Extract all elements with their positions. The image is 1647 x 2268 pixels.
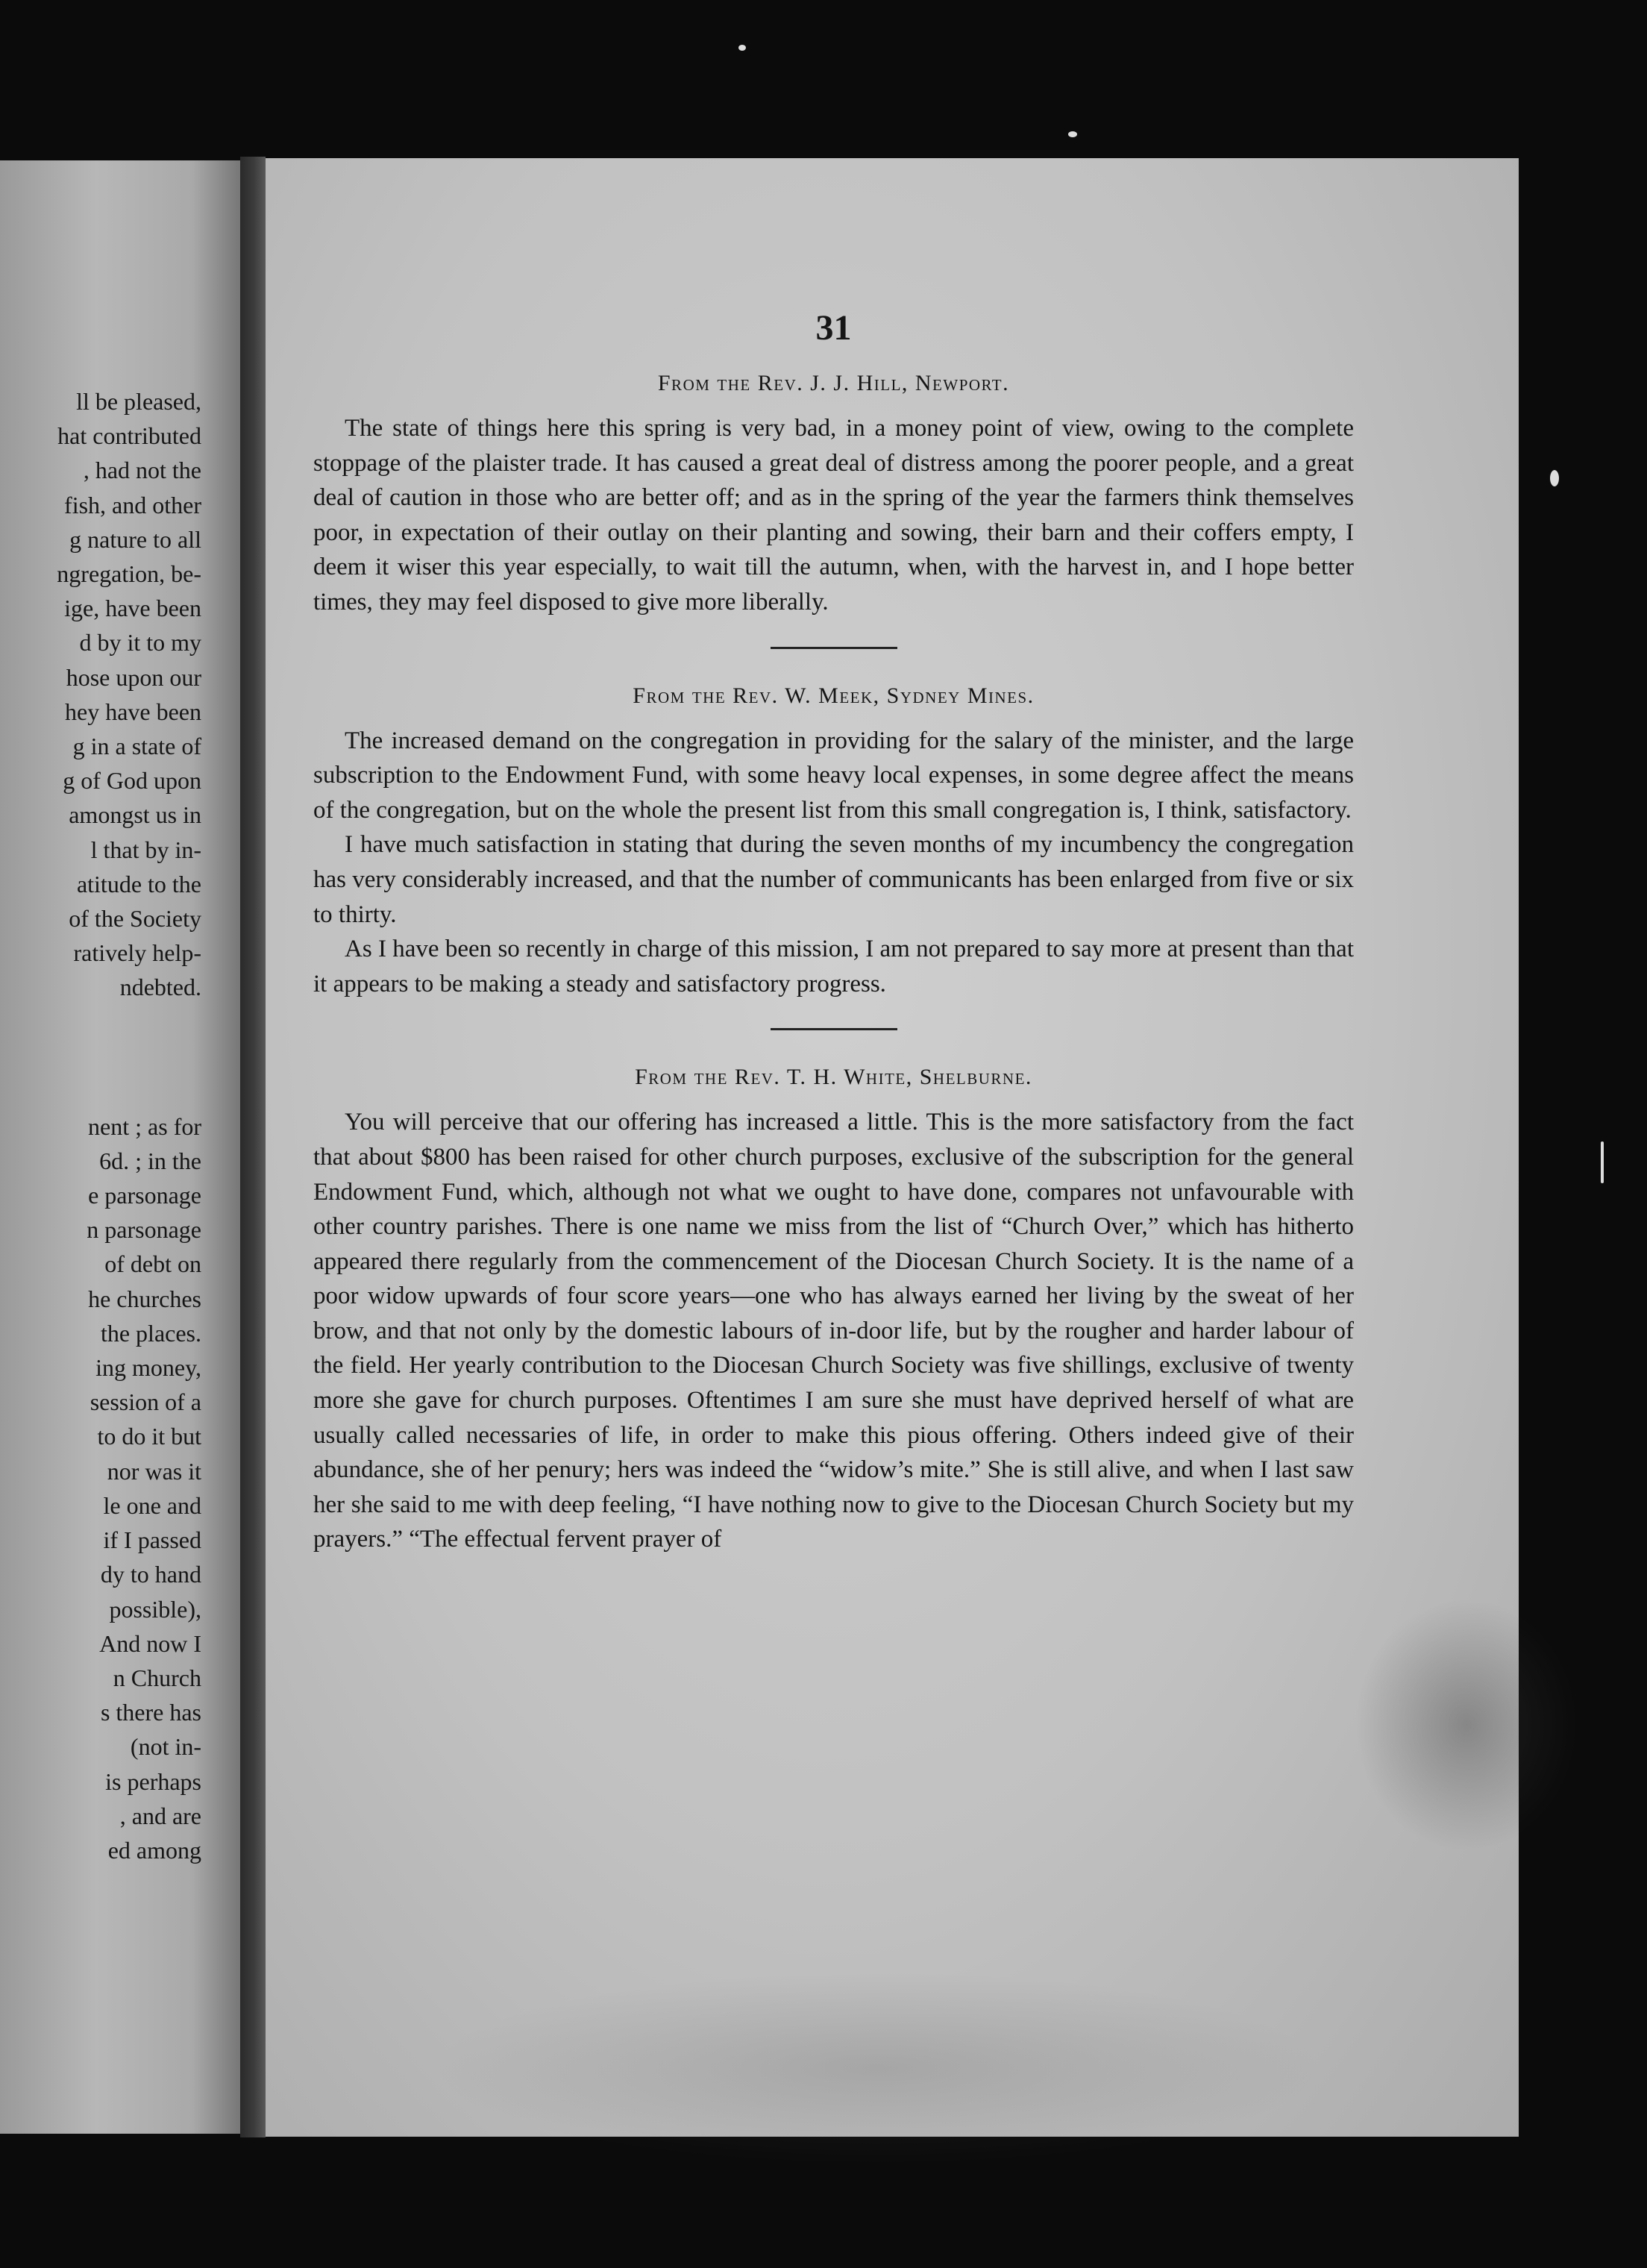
left-page-gap [0,1005,201,1109]
left-line: (not in- [130,1733,201,1761]
left-line: he churches [88,1285,201,1312]
left-line: s there has [100,1699,201,1726]
left-line: hose upon our [66,663,201,691]
left-line: n Church [113,1664,201,1691]
left-line: ige, have been [64,595,201,622]
page-number: 31 [815,308,852,348]
left-line: , had not the [83,457,201,484]
left-line: of debt on [104,1250,201,1278]
section-heading: From the Rev. W. Meek, Sydney Mines. [633,683,1035,708]
left-line: ing money, [95,1354,201,1382]
left-line: atitude to the [76,870,201,898]
left-line: session of a [90,1388,201,1416]
left-line: And now I [99,1629,201,1657]
left-line: to do it but [97,1423,201,1450]
left-line: ll be pleased, [76,388,201,415]
left-line: the places. [100,1319,201,1347]
section-paragraph: The increased demand on the congregation in providing for the salary of the minister, and the large subscription to the Endowment Fund, with some heavy local expenses, in some degree affect the means of the congregation, but on the whole the present list from this small congregation is, I think, satisfactory. [313,727,1354,824]
left-line: if I passed [103,1526,201,1554]
left-line: g of God upon [63,767,201,795]
section-paragraph: I have much satisfaction in stating that during the seven months of my incumbency the congregation has very considerably increased, and that the number of communicants has been enlarged from five or six to thirty. [313,831,1355,928]
dust-speck [738,45,746,51]
left-line: hey have been [64,698,201,725]
left-page-text [0,384,201,1867]
left-line: n parsonage [87,1216,201,1244]
section-paragraph: The state of things here this spring is very bad, in a money point of view, owing to the complete stoppage of the plaister trade. It has caused a great deal of distress among the poorer people, and a great deal of caution in those who are better off; and as in the spring of the year the farmers think themselves poor, in expectation of their outlay on their planting and sowing, their barn and their coffers empty, I deem it wiser this year especially, to wait till the autumn, when, with the harvest in, and I hope better times, they may feel disposed to give more liberally. [313,415,1354,615]
left-line: possible), [109,1595,201,1623]
section-paragraph: As I have been so recently in charge of this mission, I am not prepared to say more at present than that it appears to be making a steady and satisfactory progress. [313,936,1354,997]
left-line: is perhaps [105,1767,201,1795]
left-line: fish, and other [64,491,201,519]
left-line: d by it to my [79,629,201,657]
section-heading: From the Rev. J. J. Hill, Newport. [657,371,1010,395]
dust-speck [1068,131,1077,137]
section-divider [771,647,897,649]
left-line: nor was it [107,1457,201,1485]
left-line: g in a state of [72,733,201,760]
left-line: ngregation, be- [57,560,201,588]
left-line: g nature to all [69,525,201,553]
left-line: hat contributed [57,422,201,450]
page-text [313,307,1354,1557]
left-line: ndebted. [119,974,201,1001]
book-gutter [240,157,266,2137]
left-line: e parsonage [88,1182,201,1209]
left-line: ratively help- [73,939,201,967]
left-line: 6d. ; in the [99,1147,201,1174]
left-line: l that by in- [90,836,201,863]
left-line: amongst us in [69,801,201,829]
section-paragraph: You will perceive that our offering has increased a little. This is the more satisfactory from the fact that about $800 has been raised for other church purposes, exclusive of the subscription for the general Endowment Fund, which, although not what we ought to have done, compares not unfavourable with other country parishes. There is one name we miss from the list of “Church Over,” which has hitherto appeared there regularly from the commencement of the Diocesan Church Society. It is the name of a poor widow upwards of four score years—one who has always earned her living by the sweat of her brow, and that not only by the domestic labours of in-door life, but by the rougher and harder labour of the field. Her yearly contribution to the Diocesan Church Society was five shillings, exclusive of twenty more she gave for church purposes. Oftentimes I am sure she must have deprived herself of what are usually called necessaries of life, in order to make this pious offering. Others indeed give of their abundance, she of her penury; hers was indeed the “widow’s mite.” She is still alive, and when I last saw her she said to me with deep feeling, “I have nothing now to give to the Diocesan Church Society but my prayers.” “The effectual fervent prayer of [313,1109,1354,1553]
page-shading [430,1971,1325,2165]
dust-speck [1601,1141,1604,1183]
water-stain [1355,1598,1578,1852]
dust-speck [1550,470,1559,486]
left-line: nent ; as for [88,1112,201,1140]
left-line: dy to hand [100,1561,201,1588]
section-heading: From the Rev. T. H. White, Shelburne. [635,1065,1032,1090]
left-line: ed among [107,1836,201,1864]
left-line: of the Society [69,905,201,933]
section-divider [771,1028,897,1030]
left-line: , and are [119,1802,201,1829]
left-page [0,160,240,2134]
left-line: le one and [103,1491,201,1519]
